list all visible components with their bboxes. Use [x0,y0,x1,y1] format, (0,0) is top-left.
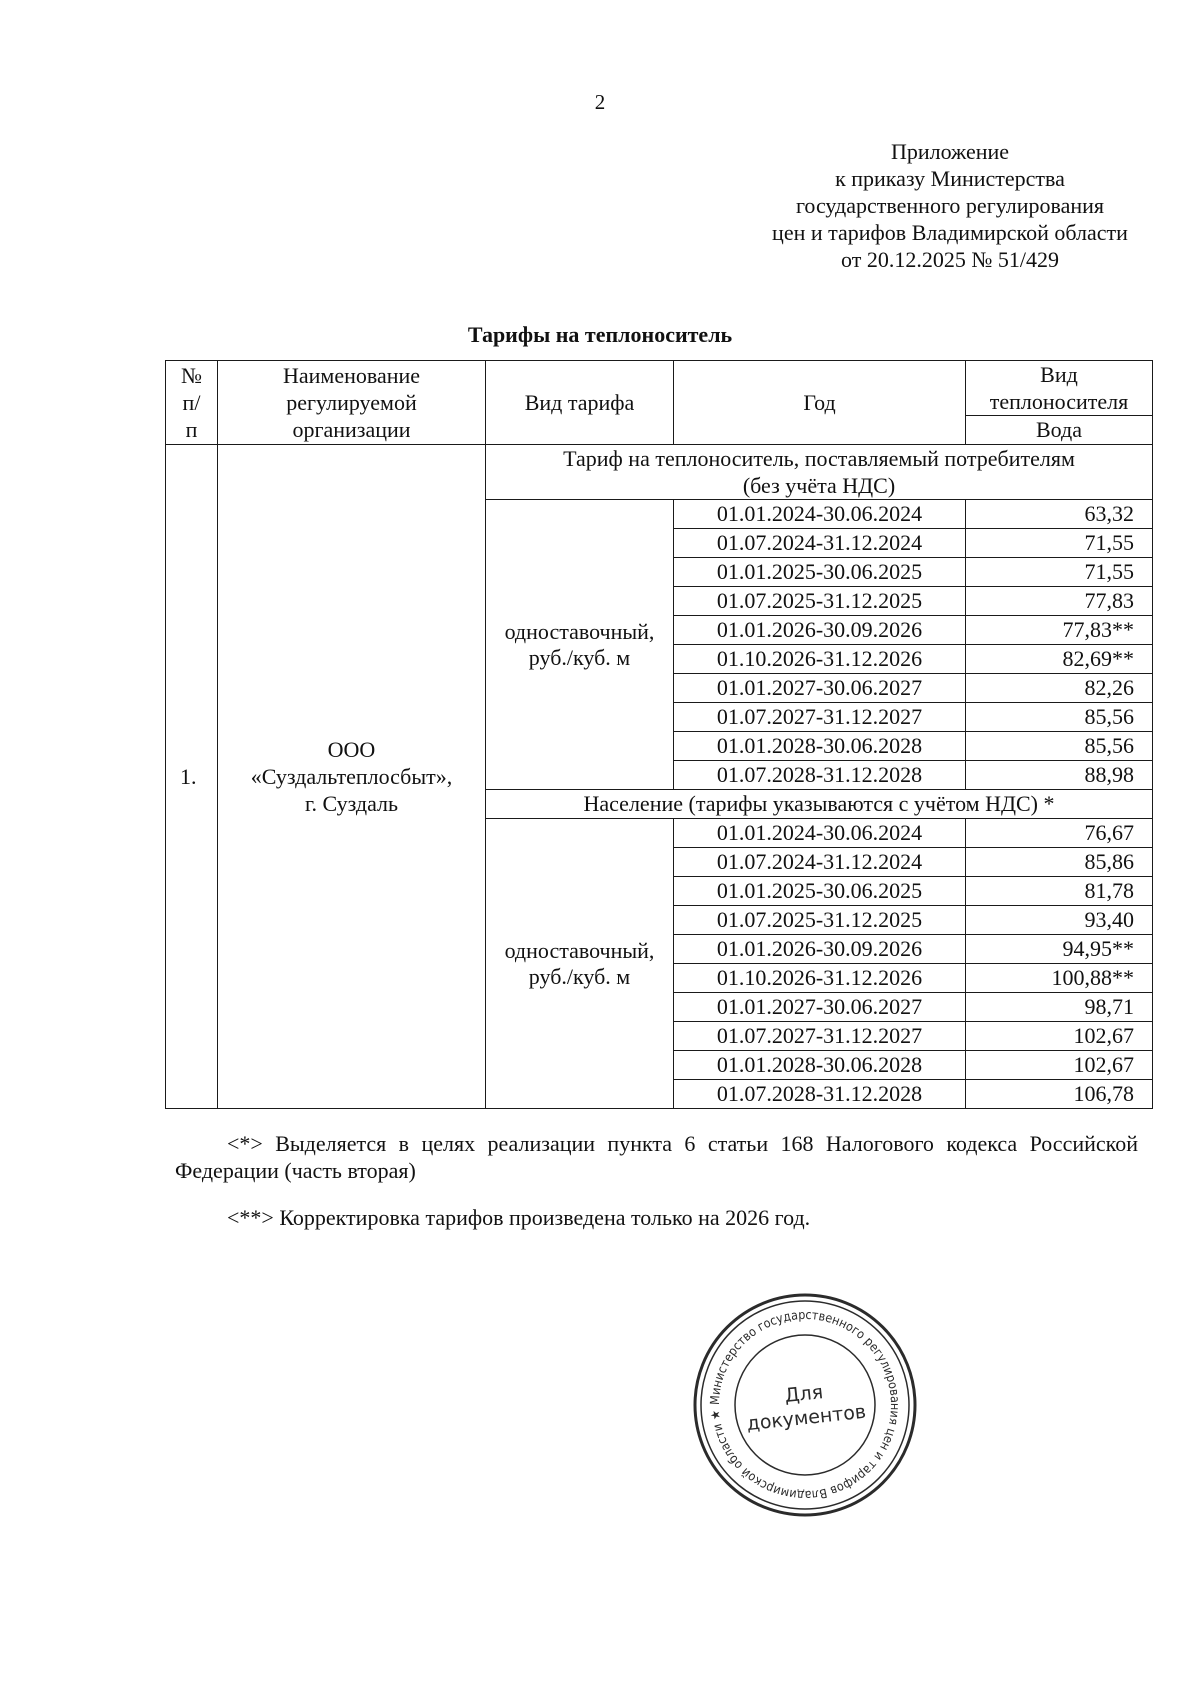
tariff-value: 76,67 [966,819,1153,848]
header-carrier-water: Вода [966,416,1153,445]
header-org-line: регулируемой [286,390,417,415]
tariff-value: 82,26 [966,674,1153,703]
tariff-value: 94,95** [966,935,1153,964]
tariff-period: 01.01.2025-30.06.2025 [674,558,966,587]
stamp-outer-ring [695,1295,915,1515]
tariff-type-line: руб./куб. м [528,644,631,670]
tariff-period: 01.01.2026-30.09.2026 [674,935,966,964]
appendix-line: к приказу Министерства [835,166,1065,191]
tariff-period: 01.07.2027-31.12.2027 [674,703,966,732]
tariff-value: 100,88** [966,964,1153,993]
header-carrier-line: теплоносителя [989,389,1129,414]
tariff-period: 01.10.2026-31.12.2026 [674,645,966,674]
tariff-period: 01.01.2028-30.06.2028 [674,732,966,761]
header-num-line: п/ [182,390,201,415]
tariff-period: 01.01.2025-30.06.2025 [674,877,966,906]
section-title [486,445,1153,500]
tariff-value: 102,67 [966,1051,1153,1080]
tariff-value: 77,83 [966,587,1153,616]
section-title-line: (без учёта НДС) [742,473,896,498]
tariff-value: 82,69** [966,645,1153,674]
header-carrier-line: Вид [1040,362,1078,387]
tariff-table [165,360,1153,1109]
tariff-type-line: одноставочный, [504,618,655,644]
appendix-line: цен и тарифов Владимирской области [772,220,1128,245]
tariff-value: 81,78 [966,877,1153,906]
tariff-type [486,819,674,1109]
tariff-type-line: руб./куб. м [528,963,631,989]
official-stamp [690,1290,920,1520]
tariff-period: 01.07.2025-31.12.2025 [674,906,966,935]
section-title [486,790,1153,819]
tariff-period: 01.07.2027-31.12.2027 [674,1022,966,1051]
tariff-period: 01.07.2024-31.12.2024 [674,529,966,558]
tariff-period: 01.01.2024-30.06.2024 [674,500,966,529]
stamp-center-line: Для [783,1381,825,1408]
tariff-period: 01.07.2028-31.12.2028 [674,1080,966,1109]
tariff-period: 01.01.2024-30.06.2024 [674,819,966,848]
header-carrier [966,361,1153,416]
footnote: <*> Выделяется в целях реализации пункта 6 статьи 168 Налогового кодекса Российской Федерации (часть вторая) [175,1131,1138,1183]
stamp-ring-path: Министерство государственного регулирования цен и тарифов Владимирской области ★ [706,1306,904,1504]
row-number: 1. [166,445,218,1109]
organization-line: «Суздальтеплосбыт», [250,764,453,789]
stamp-center-line: документов [745,1400,868,1436]
tariff-value: 106,78 [966,1080,1153,1109]
tariff-period: 01.10.2026-31.12.2026 [674,964,966,993]
tariff-period: 01.01.2027-30.06.2027 [674,674,966,703]
header-num [166,361,218,445]
tariff-period: 01.07.2025-31.12.2025 [674,587,966,616]
tariff-value: 85,86 [966,848,1153,877]
tariff-period: 01.01.2028-30.06.2028 [674,1051,966,1080]
organization-name [218,445,486,1109]
header-tariff-type: Вид тарифа [486,361,674,445]
tariff-value: 102,67 [966,1022,1153,1051]
tariff-value: 63,32 [966,500,1153,529]
page-number: 2 [594,90,606,114]
organization-line: г. Суздаль [304,791,399,816]
tariff-value: 93,40 [966,906,1153,935]
tariff-value: 71,55 [966,558,1153,587]
header-org-line: Наименование [282,363,421,388]
footnotes [175,1130,1138,1251]
tariff-type-line: одноставочный, [504,937,655,963]
tariff-period: 01.07.2028-31.12.2028 [674,761,966,790]
appendix-line: государственного регулирования [795,193,1105,218]
tariff-period: 01.07.2024-31.12.2024 [674,848,966,877]
header-org-line: организации [292,417,411,442]
stamp-inner-ring [701,1301,909,1509]
footnote: <**> Корректировка тарифов произведена только на 2026 год. [227,1205,811,1230]
section-title-line: Тариф на теплоноситель, поставляемый потребителям [563,446,1075,471]
appendix-block [680,138,1200,273]
header-num-line: п [185,417,198,442]
appendix-line: от 20.12.2025 № 51/429 [841,247,1059,272]
section-title-line: Население (тарифы указываются с учётом НДС) * [583,791,1055,816]
header-organization [218,361,486,445]
tariff-value: 88,98 [966,761,1153,790]
organization-line: ООО [327,737,376,762]
tariff-type [486,500,674,790]
header-year: Год [674,361,966,445]
tariff-value: 77,83** [966,616,1153,645]
tariff-value: 71,55 [966,529,1153,558]
section-title-row [166,445,1153,500]
appendix-line: Приложение [890,139,1010,164]
tariff-period: 01.01.2027-30.06.2027 [674,993,966,1022]
tariff-value: 85,56 [966,703,1153,732]
tariff-period: 01.01.2026-30.09.2026 [674,616,966,645]
tariff-value: 85,56 [966,732,1153,761]
tariff-value: 98,71 [966,993,1153,1022]
table-title: Тарифы на теплоноситель [467,322,733,347]
header-num-line: № [181,363,202,388]
